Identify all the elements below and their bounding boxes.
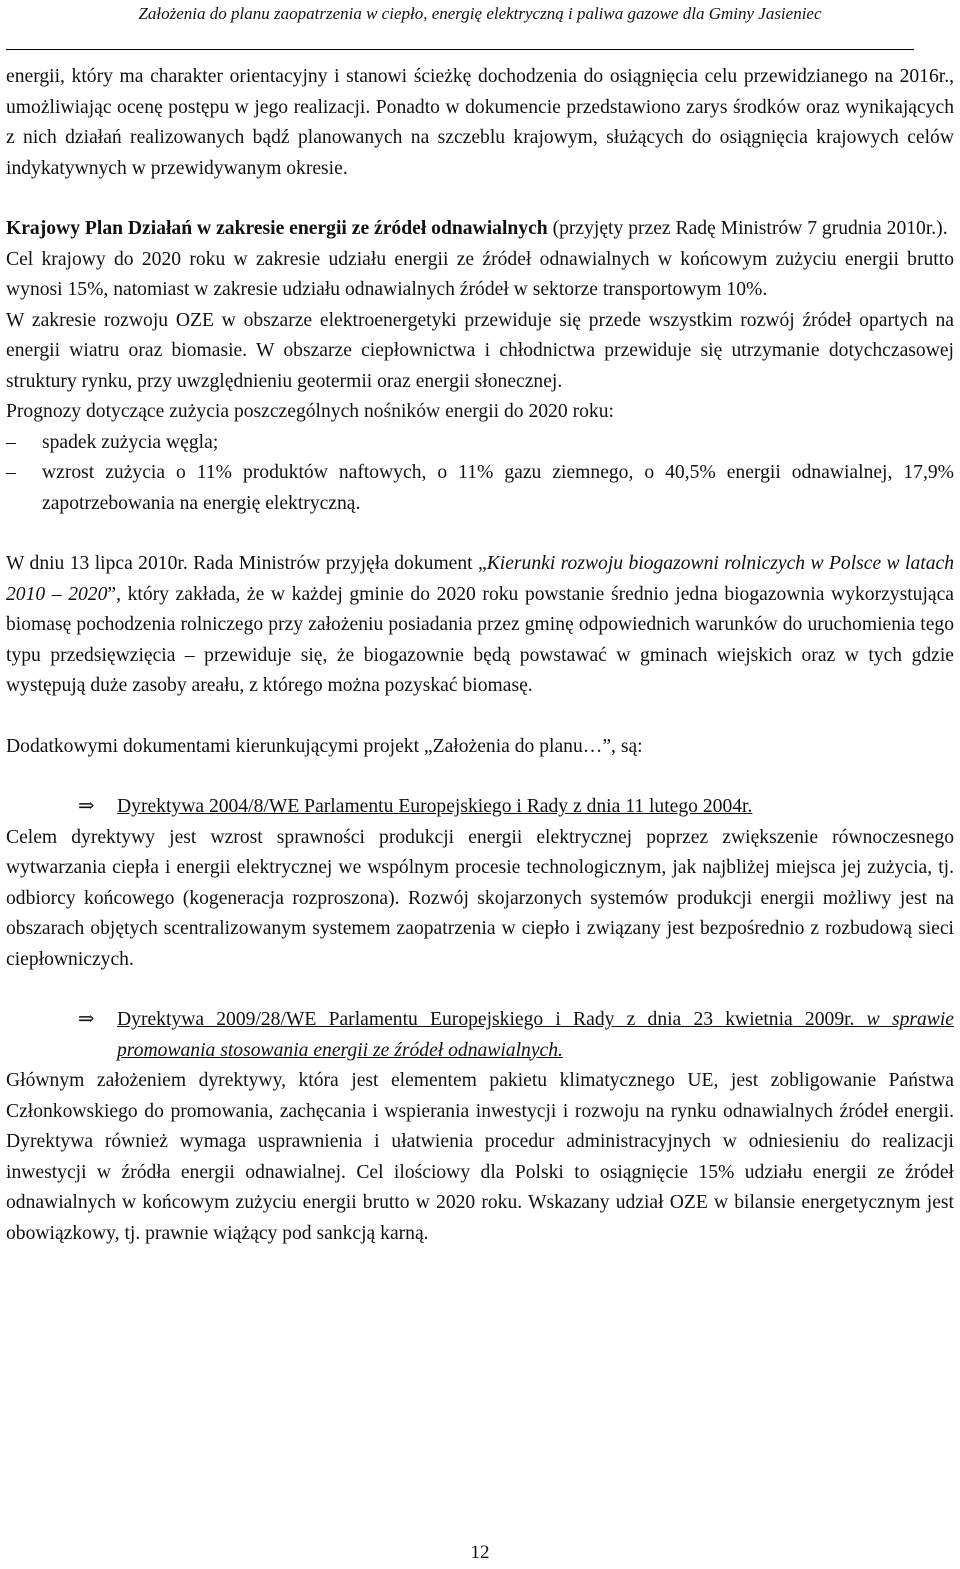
directive-2009-title: Dyrektywa 2009/28/WE Parlamentu Europejskiego i Rady z dnia 23 kwietnia 2009r. <box>117 1009 867 1030</box>
directive-2004-title: Dyrektywa 2004/8/WE Parlamentu Europejskiego i Rady z dnia 11 lutego 2004r. <box>117 796 753 817</box>
biogas-text-start: W dniu 13 lipca 2010r. Rada Ministrów przyjęła dokument „ <box>6 553 487 574</box>
paragraph-directive-2009: Głównym założeniem dyrektywy, która jest elementem pakietu klimatycznego UE, jest zobligowanie Państwa Członkowskiego do promowania, zachęcania i wspierania inwestycji i rozwoju na rynku odnawialnych źródeł energii. Dyrektywa również wymaga usprawnienia i ułatwienia procedur administracyjnych w odniesieniu do realizacji inwestycji w źródła energii odnawialnej. Cel ilościowy dla Polski to osiągnięcie 15% udziału energii ze źródeł odnawialnych w końcowym zużyciu energii brutto w 2020 roku. Wskazany udział OZE w bilansie energetycznym jest obowiązkowy, tj. prawnie wiążący pod sankcją karną. <box>6 1070 954 1244</box>
kpd-note: (przyjęty przez Radę Ministrów 7 grudnia 2010r.). <box>547 218 948 239</box>
kpd-title: Krajowy Plan Działań w zakresie energii ze źródeł odnawialnych <box>6 218 548 239</box>
paragraph-oze-development: W zakresie rozwoju OZE w obszarze elektroenergetyki przewiduje się przede wszystkim rozwój źródeł opartych na energii wiatru oraz biomasie. W obszarze ciepłownictwa i chłodnictwa przewiduje się utrzymanie dotychczasowej struktury rynku, przy uwzględnieniu geotermii oraz energii słonecznej. <box>6 309 954 392</box>
list-item-text: wzrost zużycia o 11% produktów naftowych, o 11% gazu ziemnego, o 40,5% energii odnawialnej, 17,9% zapotrzebowania na energię elektryczną. <box>42 462 954 514</box>
dash-marker: – <box>6 462 16 483</box>
page-number: 12 <box>470 1542 490 1563</box>
header-title: Założenia do planu zaopatrzenia w ciepło, energię elektryczną i paliwa gazowe dla Gminy Jasieniec <box>138 4 822 23</box>
directive-2009-heading <box>6 1005 954 1066</box>
paragraph-directive-2004: Celem dyrektywy jest wzrost sprawności produkcji energii elektrycznej poprzez zwiększenie równoczesnego wytwarzania ciepła i energii elektrycznej we wspólnym procesie technologicznym, jak najbliżej miejsca jej zużycia, tj. odbiorcy końcowego (kogeneracja rozproszona). Rozwój skojarzonych systemów produkcji energii możliwy jest na obszarach objętych scentralizowanym systemem zaopatrzenia w ciepło i związany jest bezpośrednio z rozbudową sieci ciepłowniczych. <box>6 826 954 970</box>
paragraph-kpd <box>6 214 954 245</box>
paragraph-additional-docs: Dodatkowymi dokumentami kierunkującymi projekt „Założenia do planu…”, są: <box>6 735 643 757</box>
paragraph-biogas <box>6 549 954 702</box>
forecast-list <box>6 428 954 520</box>
directive-2004-heading <box>6 792 954 823</box>
header-rule <box>6 49 914 50</box>
arrow-right-icon: ⇒ <box>78 1009 95 1030</box>
page-header <box>0 0 960 50</box>
list-item <box>6 428 954 459</box>
list-item-text: spadek zużycia węgla; <box>42 431 219 453</box>
paragraph-intro: energii, który ma charakter orientacyjny i stanowi ścieżkę dochodzenia do osiągnięcia celu przewidzianego na 2016r., umożliwiając ocenę postępu w jego realizacji. Ponadto w dokumencie przedstawiono zarys środków oraz wynikających z nich działań realizowanych bądź planowanych na szczeblu krajowym, służących do osiągnięcia krajowych celów indykatywnych w przewidywanym okresie. <box>6 66 954 179</box>
biogas-document-title: Kierunki rozwoju biogazowni rolniczych w Polsce w latach 2010 – 2020 <box>6 553 954 605</box>
directive-2009-subject: w sprawie promowania stosowania energii ze źródeł odnawialnych. <box>117 1009 954 1061</box>
paragraph-national-target: Cel krajowy do 2020 roku w zakresie udziału energii ze źródeł odnawialnych w końcowym zużyciu energii brutto wynosi 15%, natomiast w zakresie udziału odnawialnych źródeł w sektorze transportowym 10%. <box>6 248 954 300</box>
paragraph-forecast-intro: Prognozy dotyczące zużycia poszczególnych nośników energii do 2020 roku: <box>6 401 614 422</box>
list-item <box>6 458 954 519</box>
dash-marker: – <box>6 431 16 453</box>
biogas-text-end: ”, który zakłada, że w każdej gminie do 2020 roku powstanie średnio jedna biogazownia wykorzystująca biomasę pochodzenia rolniczego przy założeniu posiadania przez gminę odpowiednich warunków do uruchomienia tego typu przedsięwzięcia – przewiduje się, że biogazownie będą powstawać w gminach wiejskich oraz w tych gdzie występują duże zasoby areału, z którego można pozyskać biomasę. <box>6 583 954 696</box>
arrow-right-icon: ⇒ <box>78 796 95 817</box>
document-body <box>6 62 954 1249</box>
